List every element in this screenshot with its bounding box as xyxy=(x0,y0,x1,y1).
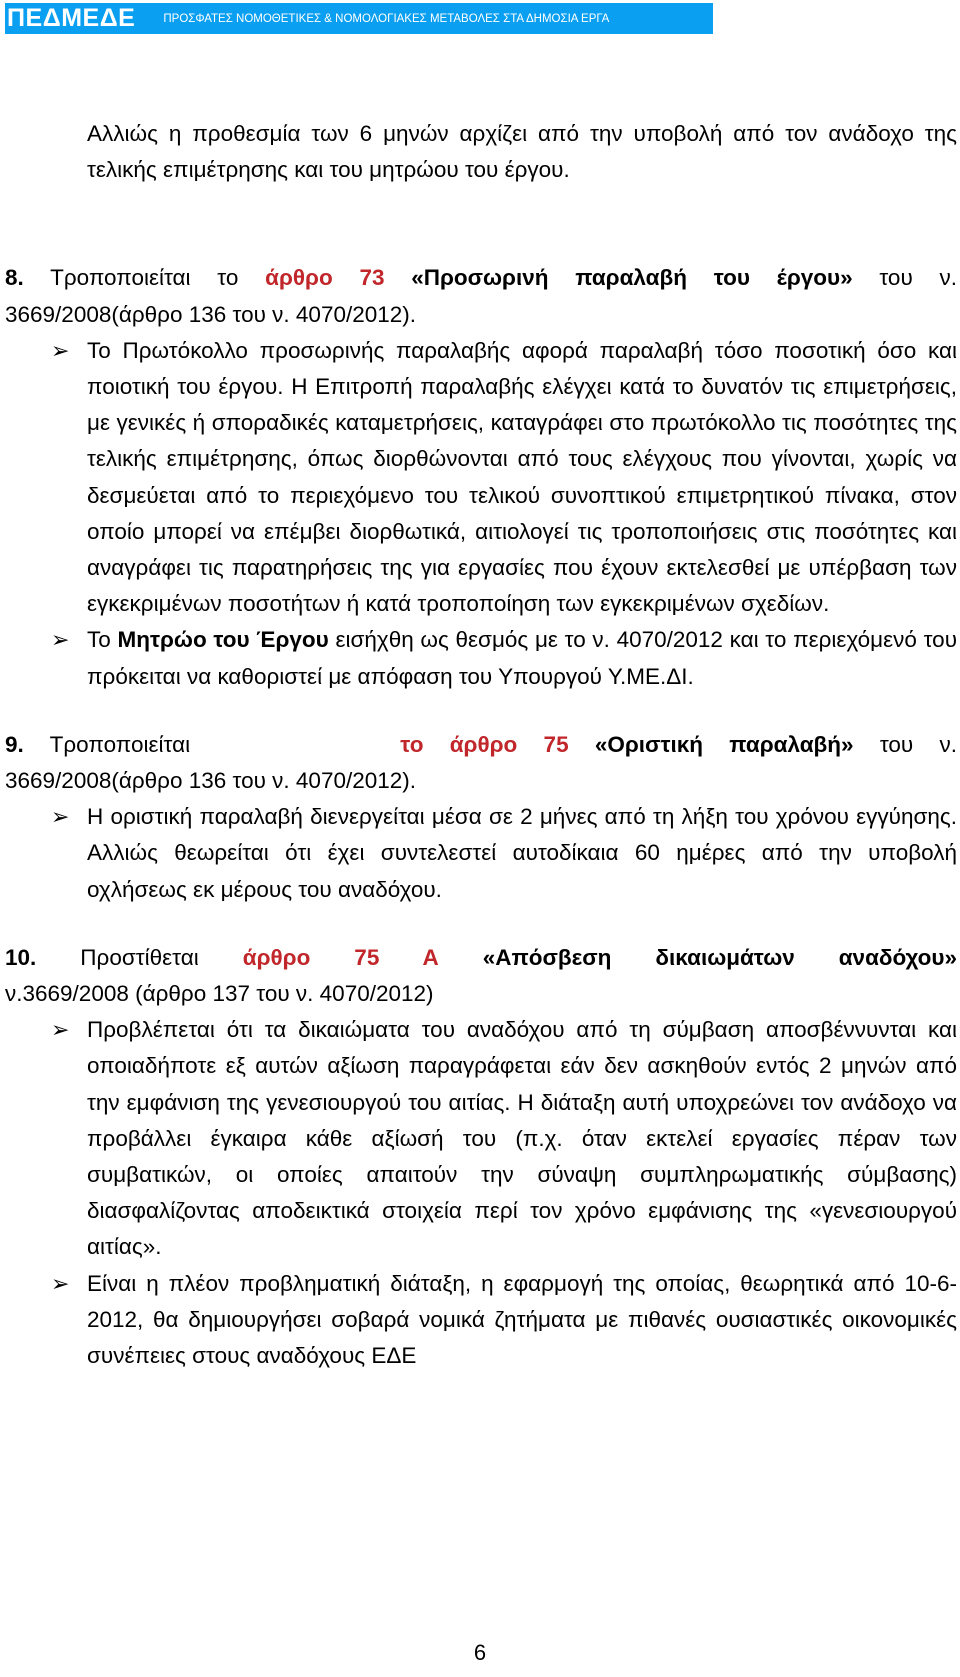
section-10-heading: 10. Προστίθεται άρθρο 75 Α «Απόσβεση δικαιωμάτων αναδόχου» xyxy=(5,944,957,970)
arrow-bullet-icon: ➢ xyxy=(51,804,70,830)
section-9-title: «Οριστική παραλαβή» xyxy=(568,731,854,757)
list-item xyxy=(5,799,957,908)
header-subtitle: ΠΡΟΣΦΑΤΕΣ ΝΟΜΟΘΕΤΙΚΕΣ & ΝΟΜΟΛΟΓΙΑΚΕΣ ΜΕΤΑΒΟΛΕΣ ΣΤΑ ΔΗΜΟΣΙΑ ΕΡΓΑ xyxy=(163,12,610,25)
section-9-line2: 3669/2008(άρθρο 136 του ν. 4070/2012). xyxy=(5,768,417,794)
section-8-article: άρθρο 73 xyxy=(265,265,385,291)
section-8-line2: 3669/2008(άρθρο 136 του ν. 4070/2012). xyxy=(5,301,417,327)
section-10-line2: ν.3669/2008 (άρθρο 137 του ν. 4070/2012) xyxy=(5,981,434,1007)
list-item xyxy=(5,1012,957,1265)
section-10-bullet-1: Προβλέπεται ότι τα δικαιώματα του αναδόχου από τη σύμβαση αποσβέννυνται και οποιαδήποτε εξ αυτών αξίωση παραγράφεται εάν δεν ασκηθούν εντός 2 μηνών από την εμφάνιση της γενεσιουργού του αιτίας. Η διάταξη αυτή υποχρεώνει τον ανάδοχο να προβάλλει έγκαιρα κάθε αξίωσή του (π.χ. όταν εκτελεί εργασίες πέραν των συμβατικών, οι οποίες απαιτούν την σύναψη συμπληρωματικής σύμβασης) διασφαλίζοντας αποδεικτικά στοιχεία περί τον χρόνο εμφάνισης της «γενεσιουργού αιτίας». xyxy=(87,1017,957,1260)
section-8-heading: 8. Τροποποιείται το άρθρο 73 «Προσωρινή παραλαβή του έργου» του ν. xyxy=(5,265,957,291)
section-10-number: 10. xyxy=(5,944,37,970)
arrow-bullet-icon: ➢ xyxy=(51,627,70,653)
intro-paragraph: Αλλιώς η προθεσμία των 6 μηνών αρχίζει από την υποβολή από τον ανάδοχο της τελικής επιμέτρησης και του μητρώου του έργου. xyxy=(87,121,957,183)
section-9-heading: 9. Τροποποιείται το άρθρο 75 «Οριστική παραλαβή» του ν. xyxy=(5,731,957,757)
arrow-bullet-icon: ➢ xyxy=(51,337,70,363)
document-body xyxy=(5,116,957,1374)
arrow-bullet-icon: ➢ xyxy=(51,1270,70,1296)
header-logo: ΠΕΔΜΕΔΕ xyxy=(7,4,136,32)
list-item xyxy=(5,1266,957,1375)
section-10-bullet-2: Είναι η πλέον προβληματική διάταξη, η εφαρμογή της οποίας, θεωρητικά από 10-6-2012, θα δημιουργήσει σοβαρά νομικά ζητήματα με πιθανές ουσιαστικές οικονομικές συνέπειες στους αναδόχους ΕΔΕ xyxy=(87,1270,957,1369)
section-8-bullet-1: Το Πρωτόκολλο προσωρινής παραλαβής αφορά παραλαβή τόσο ποσοτική όσο και ποιοτική του έργου. Η Επιτροπή παραλαβής ελέγχει κατά το δυνατόν τις επιμετρήσεις, με γενικές ή σποραδικές καταμετρήσεις, καταγράφει στο πρωτόκολλο τις ποσότητες της τελικής επιμέτρησης, όπως διορθώνονται από τους ελέγχους που γίνονται, χωρίς να δεσμεύεται από το περιεχόμενο του τελικού συνοπτικού επιμετρητικού πίνακα, στον οποίο μπορεί να επέμβει διορθωτικά, αιτιολογεί τις τροποποιήσεις στις ποσότητες και αναγράφει τις παρατηρήσεις της για εργασίες που έχουν εκτελεσθεί με υπέρβαση των εγκεκριμένων ποσοτήτων ή κατά τροποποίηση των εγκεκριμένων σχεδίων. xyxy=(87,337,957,617)
arrow-bullet-icon: ➢ xyxy=(51,1017,70,1043)
section-9-number: 9. xyxy=(5,731,24,757)
list-item: ➢ Το Μητρώο του Έργου εισήχθη ως θεσμός με το ν. 4070/2012 και το περιεχόμενό του πρόκειται να καθοριστεί με απόφαση του Υπουργού Υ.ΜΕ.ΔΙ. xyxy=(5,622,957,694)
header-bar xyxy=(5,3,713,34)
section-8-number: 8. xyxy=(5,265,24,291)
section-10-title: «Απόσβεση δικαιωμάτων αναδόχου» xyxy=(438,944,957,970)
section-9-article: το άρθρο 75 xyxy=(400,731,569,757)
section-10-article: άρθρο 75 Α xyxy=(242,944,439,970)
list-item xyxy=(5,333,957,623)
page-number: 6 xyxy=(473,1640,487,1665)
section-8-title: «Προσωρινή παραλαβή του έργου» xyxy=(384,265,853,291)
section-9-bullet-1: Η οριστική παραλαβή διενεργείται μέσα σε 2 μήνες από τη λήξη του χρόνου εγγύησης. Αλλιώς θεωρείται ότι έχει συντελεστεί αυτοδίκαια 60 ημέρες από την υποβολή οχλήσεως εκ μέρους του αναδόχου. xyxy=(87,804,957,902)
section-8-bullet-2-bold: Μητρώο του Έργου xyxy=(117,627,329,653)
